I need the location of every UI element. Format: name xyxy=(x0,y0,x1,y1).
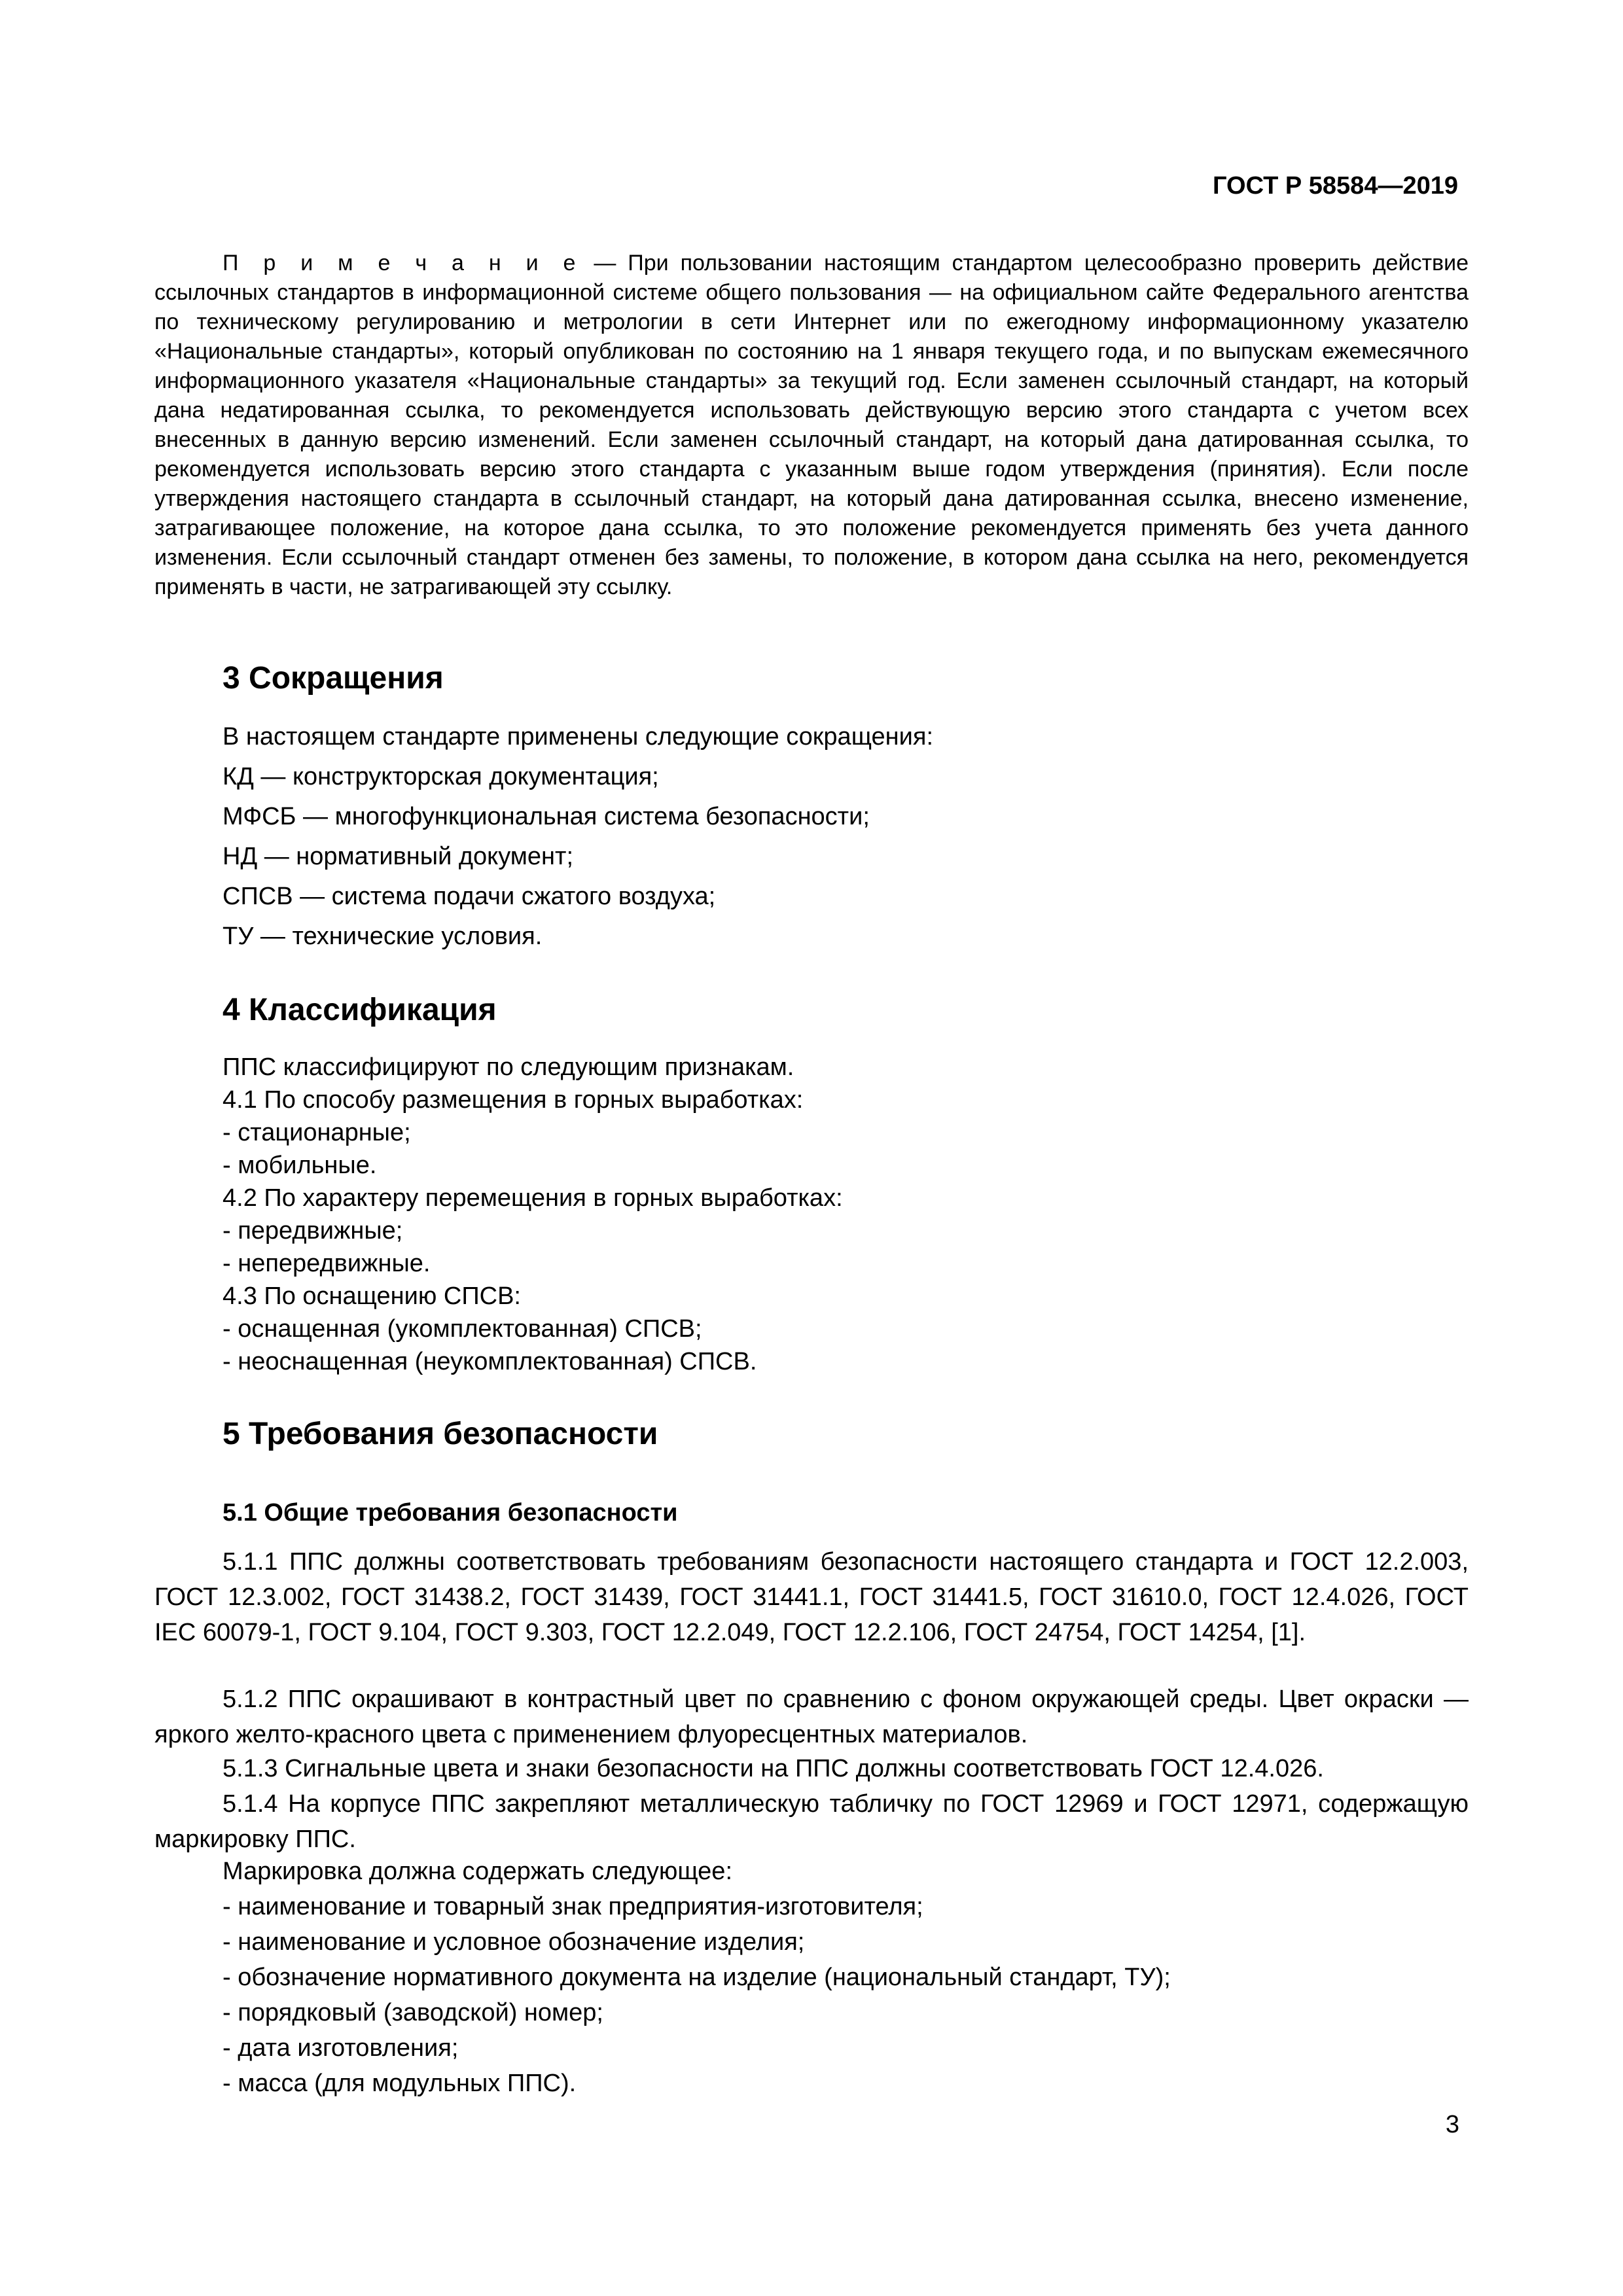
clause-5-1-1-text: 5.1.1 ППС должны соответствовать требованиям безопасности настоящего стандарта и ГОСТ 12.2.003, ГОСТ 12.3.002, ГОСТ 31438.2, ГОСТ 31439, ГОСТ 31441.1, ГОСТ 31441.5, ГОСТ 31610.0, ГОСТ 12.4.026, ГОСТ IEC 60079-1, ГОСТ 9.104, ГОСТ 9.303, ГОСТ 12.2.049, ГОСТ 12.2.106, ГОСТ 24754, ГОСТ 14254, [1]. xyxy=(154,1548,1469,1646)
classification-line: 4.2 По характеру перемещения в горных выработках: xyxy=(223,1184,843,1212)
marking-item: - дата изготовления; xyxy=(223,2034,459,2062)
clause-5-1-2 xyxy=(154,1682,1469,1752)
marking-item: - порядковый (заводской) номер; xyxy=(223,1999,603,2026)
marking-item: - масса (для модульных ППС). xyxy=(223,2070,577,2097)
note-paragraph xyxy=(154,249,1469,602)
clause-5-1-1 xyxy=(154,1544,1469,1650)
classification-line: 4.3 По оснащению СПСВ: xyxy=(223,1282,521,1310)
abbreviation-item: МФСБ — многофункциональная система безопасности; xyxy=(223,803,870,830)
section-4-title: 4 Классификация xyxy=(223,993,497,1027)
clause-5-1-4-text: 5.1.4 На корпусе ППС закрепляют металлическую табличку по ГОСТ 12969 и ГОСТ 12971, содержащую маркировку ППС. xyxy=(154,1790,1469,1853)
classification-line: ППС классифицируют по следующим признакам. xyxy=(223,1053,794,1081)
classification-line: - мобильные. xyxy=(223,1152,377,1179)
section-3-intro: В настоящем стандарте применены следующие сокращения: xyxy=(223,723,934,751)
note-text: — При пользовании настоящим стандартом целесообразно проверить действие ссылочных стандартов в информационной системе общего пользования — на официальном сайте Федерального агентства по техническому регулированию и метрологии в сети Интернет или по ежегодному информационному указателю «Национальные стандарты», который опубликован по состоянию на 1 января текущего года, и по выпускам ежемесячного информационного указателя «Национальные стандарты» за текущий год. Если заменен ссылочный стандарт, на который дана недатированная ссылка, то рекомендуется использовать действующую версию этого стандарта с учетом всех внесенных в данную версию изменений. Если заменен ссылочный стандарт, на который дана датированная ссылка, то рекомендуется использовать версию этого стандарта с указанным выше годом утверждения (принятия). Если после утверждения настоящего стандарта в ссылочный стандарт, на который дана датированная ссылка, внесено изменение, затрагивающее положение, на которое дана ссылка, то это положение рекомендуется применять без учета данного изменения. Если ссылочный стандарт отменен без замены, то положение, в котором дана ссылка на него, рекомендуется применять в части, не затрагивающей эту ссылку. xyxy=(154,251,1469,599)
abbreviation-item: СПСВ — система подачи сжатого воздуха; xyxy=(223,883,716,910)
clause-5-1-2-text: 5.1.2 ППС окрашивают в контрастный цвет по сравнению с фоном окружающей среды. Цвет окраски — яркого желто-красного цвета с применением флуоресцентных материалов. xyxy=(154,1686,1469,1748)
marking-item: - обозначение нормативного документа на изделие (национальный стандарт, ТУ); xyxy=(223,1964,1171,1991)
page-number: 3 xyxy=(1445,2111,1459,2138)
classification-line: - оснащенная (укомплектованная) СПСВ; xyxy=(223,1315,702,1343)
abbreviation-item: НД — нормативный документ; xyxy=(223,843,574,870)
classification-line: - неоснащенная (неукомплектованная) СПСВ. xyxy=(223,1348,757,1375)
marking-item: - наименование и товарный знак предприятия-изготовителя; xyxy=(223,1893,923,1920)
section-3-title: 3 Сокращения xyxy=(223,661,444,696)
clause-5-1-3 xyxy=(154,1751,1469,1786)
marking-item: - наименование и условное обозначение изделия; xyxy=(223,1928,805,1956)
classification-line: 4.1 По способу размещения в горных выработках: xyxy=(223,1086,804,1114)
clause-5-1-3-text: 5.1.3 Сигнальные цвета и знаки безопасности на ППС должны соответствовать ГОСТ 12.4.026. xyxy=(223,1755,1324,1782)
clause-5-1-4 xyxy=(154,1786,1469,1857)
classification-line: - передвижные; xyxy=(223,1217,403,1245)
abbreviation-item: КД — конструкторская документация; xyxy=(223,763,659,790)
note-label: П р и м е ч а н и е xyxy=(223,251,582,275)
subsection-5-1-title: 5.1 Общие требования безопасности xyxy=(223,1499,678,1527)
abbreviation-item: ТУ — технические условия. xyxy=(223,923,543,950)
classification-line: - непередвижные. xyxy=(223,1250,431,1277)
classification-line: - стационарные; xyxy=(223,1119,411,1146)
marking-intro: Маркировка должна содержать следующее: xyxy=(223,1858,732,1885)
section-5-title: 5 Требования безопасности xyxy=(223,1417,658,1451)
document-code: ГОСТ Р 58584—2019 xyxy=(1213,172,1458,200)
